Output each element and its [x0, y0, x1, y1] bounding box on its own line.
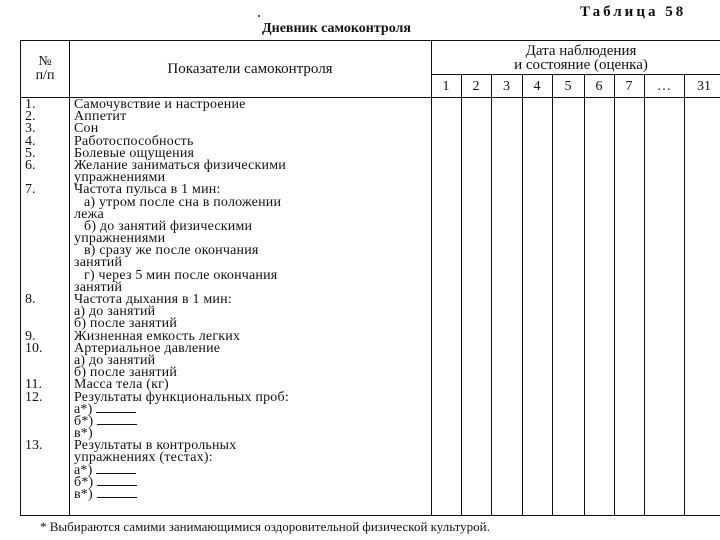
fill-in-blank	[97, 489, 137, 498]
indicator-text: г) через 5 мин после окончания	[84, 267, 278, 283]
row-number: 3.	[25, 121, 36, 137]
indicator-text: лежа	[74, 206, 104, 222]
indicator-text: Частота дыхания в 1 мин:	[74, 292, 232, 307]
footnote: * Выбираются самими занимающимися оздоровительной физической культурой.	[40, 519, 490, 534]
row-number: 13.	[25, 438, 43, 454]
row-number: 8.	[25, 292, 36, 307]
indicator-text: Желание заниматься физическими	[74, 157, 286, 173]
indicator-text: б) после занятий	[74, 365, 178, 381]
indicator-text: б) после занятий	[74, 316, 178, 332]
indicator-text: Результаты в контрольных	[74, 438, 237, 454]
indicator-line	[74, 462, 430, 478]
header-date-line1: Дата наблюдения	[525, 42, 637, 59]
indicator-text: Частота пульса в 1 мин:	[74, 182, 221, 198]
row-number	[25, 221, 65, 233]
indicator-text: б) до занятий физическими	[84, 218, 253, 234]
row-number: 6.	[25, 157, 36, 173]
indicator-text: б*)	[74, 413, 94, 429]
column-divider	[552, 74, 553, 515]
column-divider	[69, 41, 70, 515]
row-number	[25, 477, 65, 489]
row-number: 5.	[25, 145, 36, 161]
row-number	[25, 489, 65, 501]
column-divider	[644, 74, 645, 515]
indicator-text: занятий	[74, 279, 123, 295]
header-date-line2: и состояние (оценка)	[514, 56, 648, 73]
indicator-text: занятий	[74, 255, 123, 271]
indicator-text: а*)	[74, 401, 93, 417]
fill-in-blank	[96, 404, 136, 413]
indicator-text: в*)	[74, 426, 93, 442]
column-divider	[584, 74, 585, 515]
indicator-text: а*)	[74, 462, 93, 478]
indicator-text: Сон	[74, 121, 99, 137]
header-number-cell	[21, 41, 69, 97]
day-column-header: …	[657, 78, 671, 94]
row-number: 9.	[25, 328, 36, 344]
table-title: Дневник самоконтроля	[262, 21, 411, 36]
indicator-text: Самочувствие и настроение	[74, 97, 246, 112]
row-number: 12.	[25, 389, 43, 405]
day-column-header: 3	[503, 78, 510, 94]
column-divider	[431, 41, 432, 515]
day-column-header: 6	[595, 78, 603, 94]
row-number	[25, 465, 65, 477]
indicator-text: в) сразу же после окончания	[84, 243, 259, 259]
header-date-divider	[431, 74, 720, 75]
row-number	[25, 452, 65, 464]
indicator-text: а) до занятий	[74, 304, 156, 320]
indicator-line	[74, 413, 430, 429]
header-indicators-cell: Показатели самоконтроля	[167, 60, 333, 77]
fill-in-blank	[97, 477, 137, 486]
day-column-header: 2	[472, 78, 480, 94]
row-number	[25, 245, 65, 257]
indicator-text: Работоспособность	[74, 133, 194, 149]
indicator-text: в*)	[74, 487, 93, 502]
indicator-line	[74, 474, 430, 490]
row-number: 2.	[25, 109, 36, 125]
row-number	[25, 209, 65, 221]
indicator-line	[74, 489, 430, 501]
column-divider	[522, 74, 523, 515]
row-number	[25, 355, 65, 367]
row-number: 4.	[25, 133, 36, 149]
fill-in-blank	[97, 416, 137, 425]
indicator-text: Болевые ощущения	[74, 145, 195, 161]
row-number	[25, 306, 65, 318]
day-column-header: 31	[697, 78, 711, 94]
self-control-diary-table	[20, 40, 720, 516]
header-number-abbrev: п/п	[35, 68, 55, 83]
row-number: 7.	[25, 182, 36, 198]
fill-in-blank	[96, 465, 136, 474]
indicator-text: Артериальное давление	[74, 340, 221, 356]
row-number	[25, 416, 65, 428]
row-number	[25, 404, 65, 416]
day-column-header: 7	[625, 78, 633, 94]
row-number: 1.	[25, 97, 36, 112]
row-number	[25, 233, 65, 245]
indicator-text: а) до занятий	[74, 352, 156, 368]
column-divider	[684, 74, 685, 515]
indicator-column	[74, 99, 430, 501]
indicator-text: упражнениями	[74, 170, 166, 186]
row-number	[25, 197, 65, 209]
indicator-text: Аппетит	[74, 109, 127, 125]
row-number	[25, 257, 65, 269]
column-divider	[461, 74, 462, 515]
indicator-line	[74, 401, 430, 417]
day-column-header: 5	[564, 78, 572, 94]
day-column-header: 1	[442, 78, 450, 94]
indicator-text: упражнениями	[74, 231, 166, 247]
table-number-label: Таблица 58	[580, 4, 687, 20]
row-number: 10.	[25, 340, 43, 356]
indicator-text: Результаты функциональных проб:	[74, 389, 289, 405]
indicator-text: упражнениях (тестах):	[74, 450, 213, 466]
row-number	[25, 270, 65, 282]
row-number-column	[25, 99, 65, 501]
header-number-sign: №	[38, 54, 52, 69]
day-column-header: 4	[533, 78, 541, 94]
indicator-text: а) утром после сна в положении	[84, 194, 282, 210]
column-divider	[491, 74, 492, 515]
indicator-text: Масса тела (кг)	[74, 377, 169, 393]
print-speck	[258, 15, 260, 17]
indicator-text: б*)	[74, 474, 94, 490]
row-number: 11.	[25, 377, 42, 393]
indicator-text: Жизненная емкость легких	[74, 328, 241, 344]
header-date-cell	[431, 41, 720, 74]
column-divider	[614, 74, 615, 515]
